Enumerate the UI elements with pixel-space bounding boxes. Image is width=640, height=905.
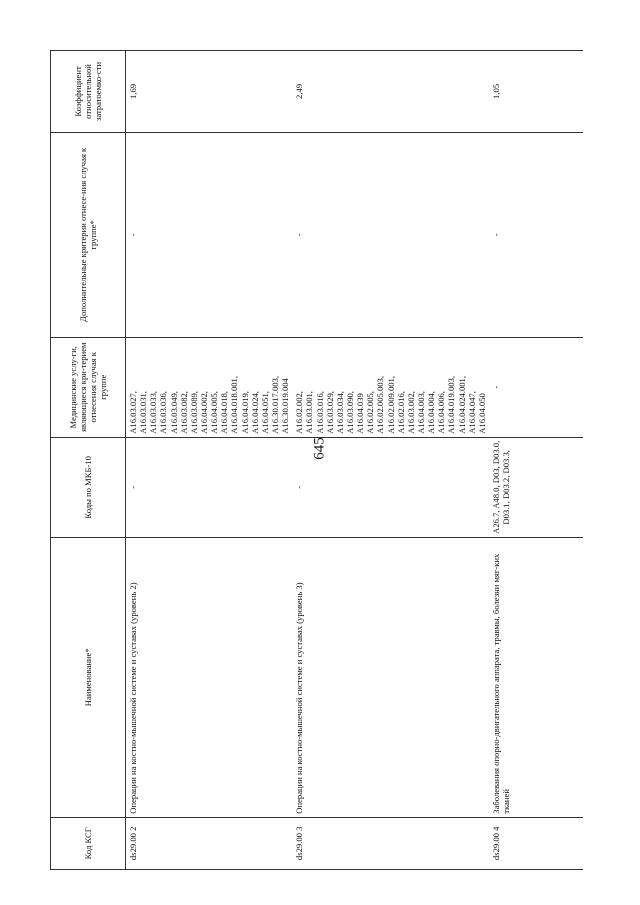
- service-code: A16.03.001,: [304, 391, 315, 434]
- header-additional: Дополнительные критерии отнесе-ния случая к группе*: [51, 132, 126, 337]
- table-row: [126, 51, 293, 870]
- row-code: ds29.00 2: [126, 817, 293, 869]
- row-additional: -: [292, 132, 489, 337]
- service-code: A16.04.018.001,: [229, 376, 240, 434]
- service-code: A16.04.024,: [249, 391, 260, 434]
- service-code: A16.03.016,: [314, 391, 325, 434]
- row-services: [126, 337, 293, 437]
- row-additional: -: [126, 132, 293, 337]
- row-coef: 1,69: [126, 51, 293, 133]
- row-code: ds29.00 4: [489, 817, 583, 869]
- header-code: Код КСГ: [51, 817, 126, 869]
- service-code: A16.30.019.004: [280, 378, 291, 434]
- service-code: A16.03.090,: [344, 391, 355, 434]
- header-mkb: Коды по МКБ-10: [51, 437, 126, 537]
- service-code: A16.02.009.001,: [385, 376, 396, 434]
- row-additional: -: [489, 132, 583, 337]
- service-code: A16.02.005.003,: [375, 376, 386, 434]
- service-code: A16.03.033,: [148, 391, 159, 434]
- row-coef: 1,05: [489, 51, 583, 133]
- service-code: A16.04.047,: [466, 391, 477, 434]
- service-code: A16.03.049,: [168, 391, 179, 434]
- table-row: [292, 51, 489, 870]
- service-code: A16.04.002,: [198, 391, 209, 434]
- service-code: A16.04.004,: [426, 391, 437, 434]
- service-code: A16.04.050: [476, 393, 487, 434]
- service-code: A16.04.019.003,: [446, 376, 457, 434]
- row-mkb: A26.7, A48.0, D03, D03.0, D03.1, D03.2, D03.3,: [489, 437, 583, 537]
- ksg-table: [50, 50, 583, 870]
- service-code: A16.04.006,: [436, 391, 447, 434]
- service-code: A16.04.003,: [415, 391, 426, 434]
- row-mkb: -: [126, 437, 293, 537]
- row-services: [489, 337, 583, 437]
- header-name: Наименование*: [51, 537, 126, 817]
- row-mkb: -: [292, 437, 489, 537]
- service-code: A16.02.005,: [365, 391, 376, 434]
- row-name: Заболевания опорно-двигательного аппарата, травмы, болезни мяг-ких тканей: [489, 537, 583, 817]
- service-code: A16.02.016,: [395, 391, 406, 434]
- row-services: [292, 337, 489, 437]
- service-code: A16.04.039: [355, 393, 366, 434]
- service-code: A16.03.027,: [128, 391, 138, 434]
- service-code: A16.03.029,: [324, 391, 335, 434]
- row-name: Операции на костно-мышечной системе и суставах (уровень 2): [126, 537, 293, 817]
- service-code: A16.04.051,: [259, 391, 270, 434]
- table-row: [489, 51, 583, 870]
- header-row: [51, 51, 126, 870]
- service-code: A16.03.031,: [138, 391, 149, 434]
- service-code: A16.04.018,: [219, 391, 230, 434]
- row-coef: 2,49: [292, 51, 489, 133]
- header-coef: Коэффициент относительной затратоемко-сти: [51, 51, 126, 133]
- service-code: A16.03.034,: [334, 391, 345, 434]
- rotated-table-container: [50, 50, 566, 870]
- service-code: A16.02.002,: [294, 391, 305, 434]
- header-services: Медицинские услу-ги, являющиеся кри-терием отнесения случая к группе: [51, 337, 126, 437]
- service-code: A16.03.002,: [405, 391, 416, 434]
- service-code: A16.03.089,: [188, 391, 199, 434]
- row-name: Операции на костно-мышечной системе и суставах (уровень 3): [292, 537, 489, 817]
- service-code: A16.04.019,: [239, 391, 250, 434]
- service-code: A16.03.036,: [158, 391, 169, 434]
- service-code: A16.03.082,: [178, 391, 189, 434]
- page-number: 645: [311, 437, 328, 460]
- service-code: A16.30.017.003,: [269, 376, 280, 434]
- service-code: A16.04.005,: [209, 391, 220, 434]
- service-code: A16.04.024.001,: [456, 376, 467, 434]
- service-code: -: [490, 385, 501, 389]
- row-code: ds29.00 3: [292, 817, 489, 869]
